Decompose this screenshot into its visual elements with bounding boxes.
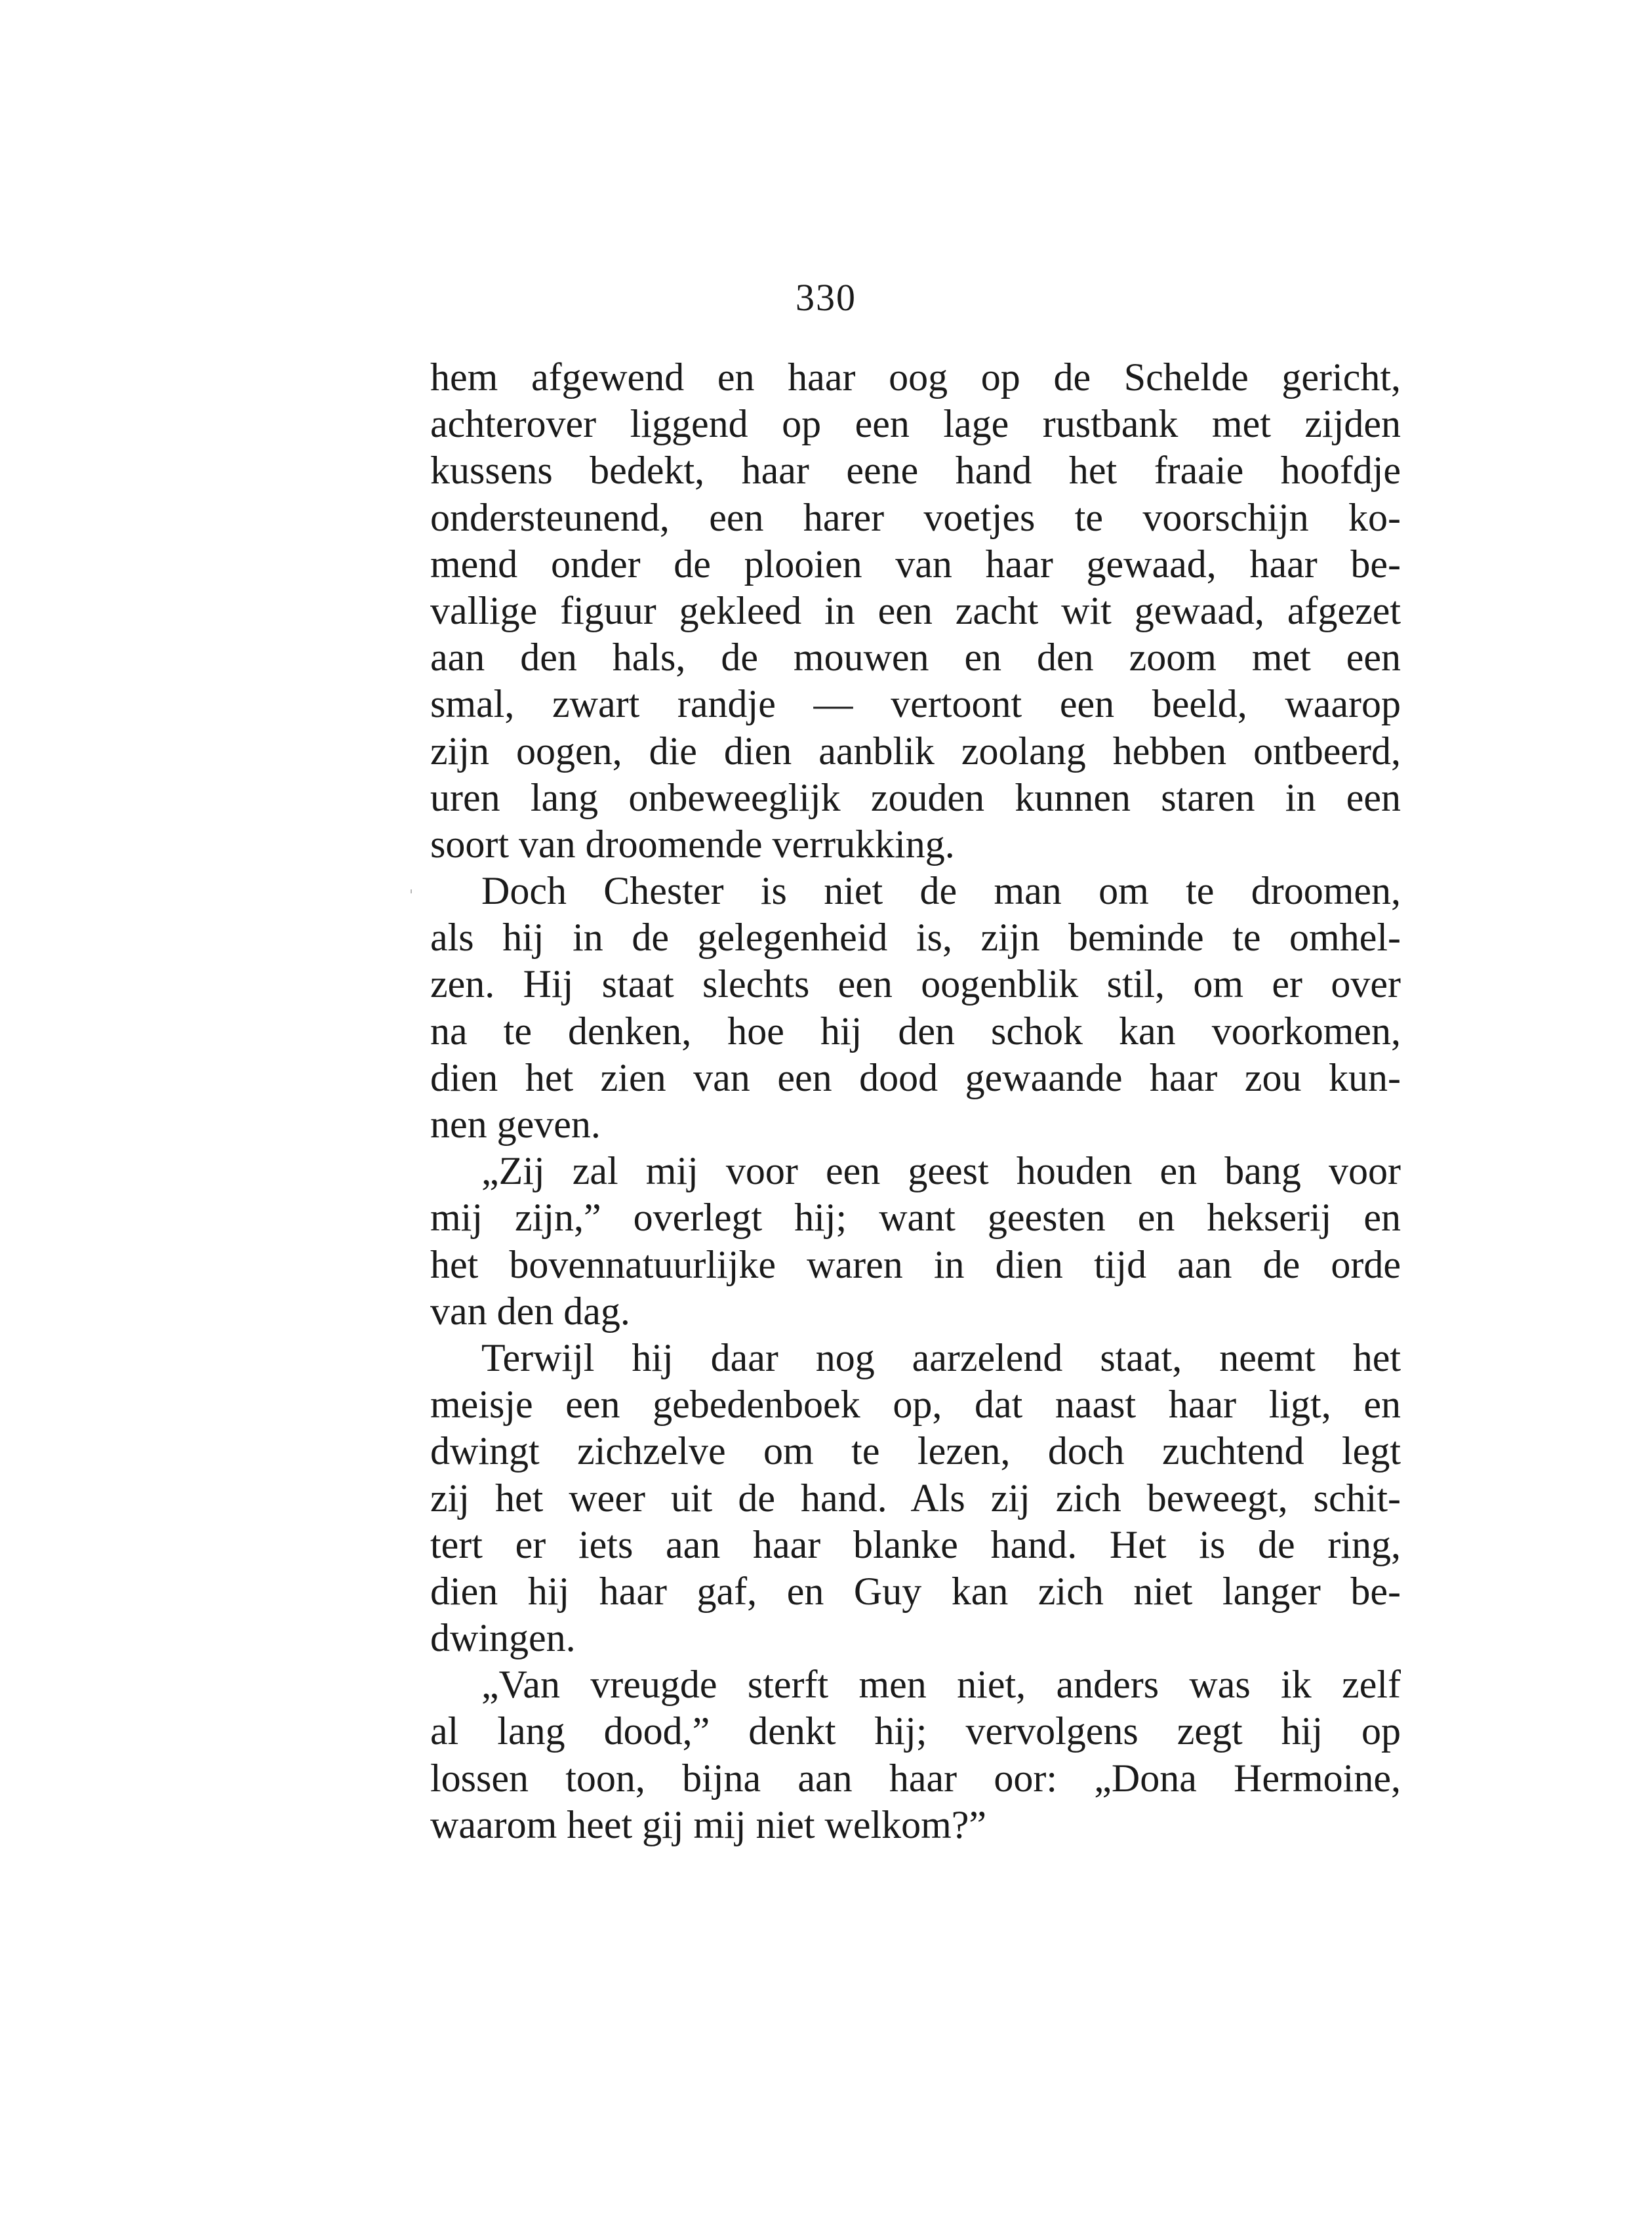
text-line: na te denken, hoe hij den schok kan voorkomen, xyxy=(430,1009,1401,1053)
text-line: al lang dood,” denkt hij; vervolgens zegt hij op xyxy=(430,1709,1401,1753)
text-line: dwingen. xyxy=(430,1616,576,1660)
text-line: vallige figuur gekleed in een zacht wit gewaad, afgezet xyxy=(430,588,1401,632)
text-line: zijn oogen, die dien aanblik zoolang hebben ontbeerd, xyxy=(430,729,1401,773)
text-line: soort van droomende verrukking. xyxy=(430,822,955,866)
text-line: mend onder de plooien van haar gewaad, haar be- xyxy=(430,542,1401,586)
text-line: waarom heet gij mij niet welkom?” xyxy=(430,1802,987,1846)
page-number: 330 xyxy=(796,276,856,319)
text-line: nen geven. xyxy=(430,1103,601,1146)
text-line: zij het weer uit de hand. Als zij zich beweegt, schit- xyxy=(430,1476,1401,1520)
text-line: kussens bedekt, haar eene hand het fraaie hoofdje xyxy=(430,449,1401,493)
text-line: het bovennatuurlijke waren in dien tijd aan de orde xyxy=(430,1242,1401,1286)
text-line: aan den hals, de mouwen en den zoom met een xyxy=(430,636,1401,680)
text-line: als hij in de gelegenheid is, zijn beminde te omhel- xyxy=(430,916,1401,960)
text-line: zen. Hij staat slechts een oogenblik stil, om er over xyxy=(430,962,1401,1006)
text-line: meisje een gebedenboek op, dat naast haar ligt, en xyxy=(430,1383,1401,1427)
text-line: Terwijl hij daar nog aarzelend staat, neemt het xyxy=(481,1335,1401,1379)
text-line: dwingt zichzelve om te lezen, doch zuchtend legt xyxy=(430,1429,1401,1473)
text-line: „Zij zal mij voor een geest houden en bang voor xyxy=(481,1149,1401,1193)
text-line: mij zijn,” overlegt hij; want geesten en hekserij en xyxy=(430,1196,1401,1240)
text-line: achterover liggend op een lage rustbank met zijden xyxy=(430,402,1401,446)
text-line: „Van vreugde sterft men niet, anders was ik zelf xyxy=(481,1663,1401,1707)
text-line: hem afgewend en haar oog op de Schelde gericht, xyxy=(430,356,1401,399)
margin-mark xyxy=(411,889,412,893)
text-line: lossen toon, bijna aan haar oor: „Dona Hermoine, xyxy=(430,1756,1401,1800)
text-line: dien hij haar gaf, en Guy kan zich niet langer be- xyxy=(430,1569,1401,1613)
text-line: smal, zwart randje — vertoont een beeld, waarop xyxy=(430,682,1401,726)
text-line: ondersteunend, een harer voetjes te voorschijn ko- xyxy=(430,495,1401,539)
text-line: tert er iets aan haar blanke hand. Het is de ring, xyxy=(430,1522,1401,1566)
body-text xyxy=(430,354,1401,1848)
text-line: dien het zien van een dood gewaande haar zou kun- xyxy=(430,1055,1401,1099)
text-line: Doch Chester is niet de man om te droomen, xyxy=(481,869,1401,913)
text-line: van den dag. xyxy=(430,1289,630,1333)
text-line: uren lang onbeweeglijk zouden kunnen staren in een xyxy=(430,775,1401,819)
